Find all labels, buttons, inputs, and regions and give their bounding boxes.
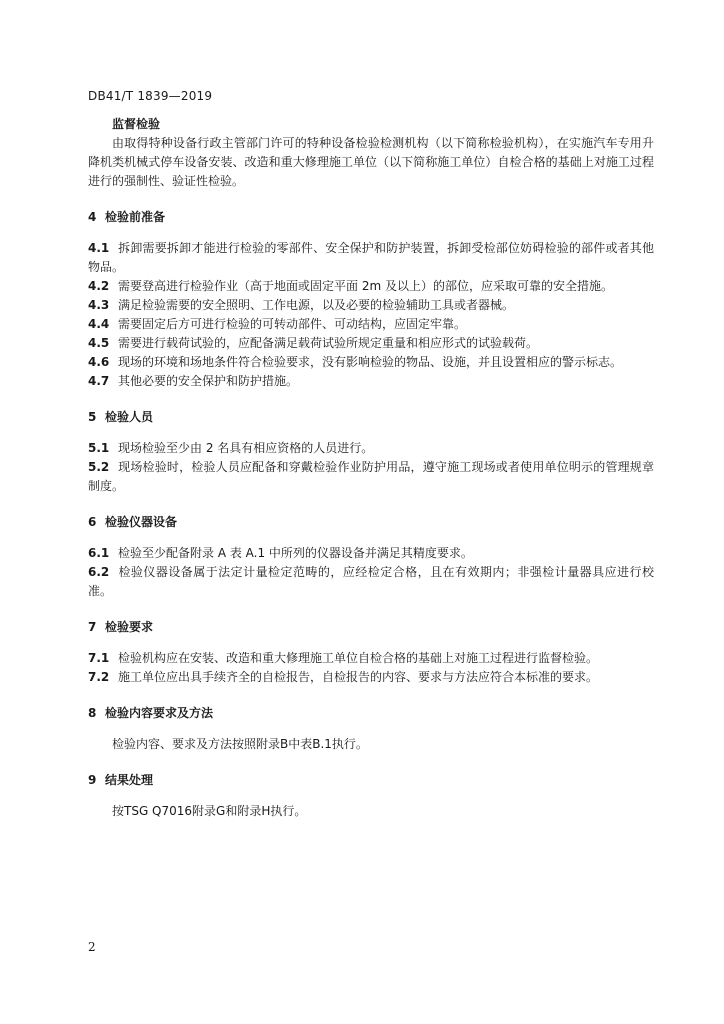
clause-number: 4.5 (88, 336, 110, 350)
section-4-heading (88, 207, 654, 227)
standard-code: DB41/T 1839—2019 (88, 89, 213, 103)
clause-number: 4.1 (88, 241, 110, 255)
clause-number: 6.2 (88, 565, 110, 579)
clause-text: 检验仪器设备属于法定计量检定范畴的，应经检定合格，且在有效期内；非强检计量器具应进行校准。 (88, 565, 654, 598)
clause-number: 4.4 (88, 317, 110, 331)
section-7-heading (88, 617, 654, 637)
clause-6-1 (88, 544, 654, 563)
section-8-body: 检验内容、要求及方法按照附录B中表B.1执行。 (112, 737, 368, 751)
section-title: 检验人员 (105, 410, 154, 424)
clause-text: 需要登高进行检验作业（高于地面或固定平面 2m 及以上）的部位，应采取可靠的安全措施。 (118, 279, 613, 293)
term-definition: 由取得特种设备行政主管部门许可的特种设备检验检测机构（以下简称检验机构），在实施汽车专用升降机类机械式停车设备安装、改造和重大修理施工单位（以下简称施工单位）自检合格的基础上对施工过程进行的强制性、验证性检验。 (88, 136, 654, 188)
clause-4-7 (88, 372, 654, 391)
section-6-heading (88, 512, 654, 532)
clause-4-6 (88, 353, 654, 372)
section-title: 检验前准备 (105, 210, 166, 224)
clause-5-2 (88, 458, 654, 496)
section-number: 6 (88, 515, 97, 529)
clause-6-2 (88, 563, 654, 601)
section-number: 5 (88, 410, 97, 424)
clause-text: 拆卸需要拆卸才能进行检验的零部件、安全保护和防护装置，拆卸受检部位妨碍检验的部件或者其他物品。 (88, 241, 654, 274)
clause-number: 5.2 (88, 460, 110, 474)
clause-text: 现场检验至少由 2 名具有相应资格的人员进行。 (118, 441, 374, 455)
document-body (88, 115, 654, 821)
clause-text: 现场的环境和场地条件符合检验要求，没有影响检验的物品、设施，并且设置相应的警示标志。 (118, 355, 623, 369)
clause-7-2 (88, 668, 654, 687)
section-5-heading (88, 407, 654, 427)
clause-number: 4.3 (88, 298, 110, 312)
clause-number: 4.2 (88, 279, 110, 293)
clause-text: 需要进行载荷试验的，应配备满足载荷试验所规定重量和相应形式的试验载荷。 (118, 336, 539, 350)
clause-number: 6.1 (88, 546, 110, 560)
section-title: 检验要求 (105, 620, 154, 634)
clause-text: 现场检验时，检验人员应配备和穿戴检验作业防护用品，遵守施工现场或者使用单位明示的管理规章制度。 (88, 460, 654, 493)
section-title: 检验内容要求及方法 (105, 706, 214, 720)
clause-4-4 (88, 315, 654, 334)
section-9-body: 按TSG Q7016附录G和附录H执行。 (112, 804, 307, 818)
section-number: 9 (88, 773, 97, 787)
section-title: 检验仪器设备 (105, 515, 178, 529)
section-9-heading (88, 770, 654, 790)
clause-text: 施工单位应出具手续齐全的自检报告，自检报告的内容、要求与方法应符合本标准的要求。 (118, 670, 599, 684)
clause-number: 4.7 (88, 374, 110, 388)
clause-text: 满足检验需要的安全照明、工作电源，以及必要的检验辅助工具或者器械。 (118, 298, 515, 312)
section-number: 8 (88, 706, 97, 720)
page-number: 2 (88, 940, 96, 954)
clause-number: 7.1 (88, 651, 110, 665)
clause-4-2 (88, 277, 654, 296)
clause-5-1 (88, 439, 654, 458)
section-title: 结果处理 (105, 773, 154, 787)
term-title: 监督检验 (112, 117, 161, 131)
clause-text: 检验机构应在安装、改造和重大修理施工单位自检合格的基础上对施工过程进行监督检验。 (118, 651, 599, 665)
clause-4-5 (88, 334, 654, 353)
section-number: 7 (88, 620, 97, 634)
section-number: 4 (88, 210, 97, 224)
clause-4-1 (88, 239, 654, 277)
section-8-heading (88, 703, 654, 723)
clause-7-1 (88, 649, 654, 668)
clause-number: 7.2 (88, 670, 110, 684)
clause-text: 检验至少配备附录 A 表 A.1 中所列的仪器设备并满足其精度要求。 (118, 546, 473, 560)
clause-4-3 (88, 296, 654, 315)
clause-number: 5.1 (88, 441, 110, 455)
clause-number: 4.6 (88, 355, 110, 369)
clause-text: 其他必要的安全保护和防护措施。 (118, 374, 299, 388)
clause-text: 需要固定后方可进行检验的可转动部件、可动结构，应固定牢靠。 (118, 317, 467, 331)
